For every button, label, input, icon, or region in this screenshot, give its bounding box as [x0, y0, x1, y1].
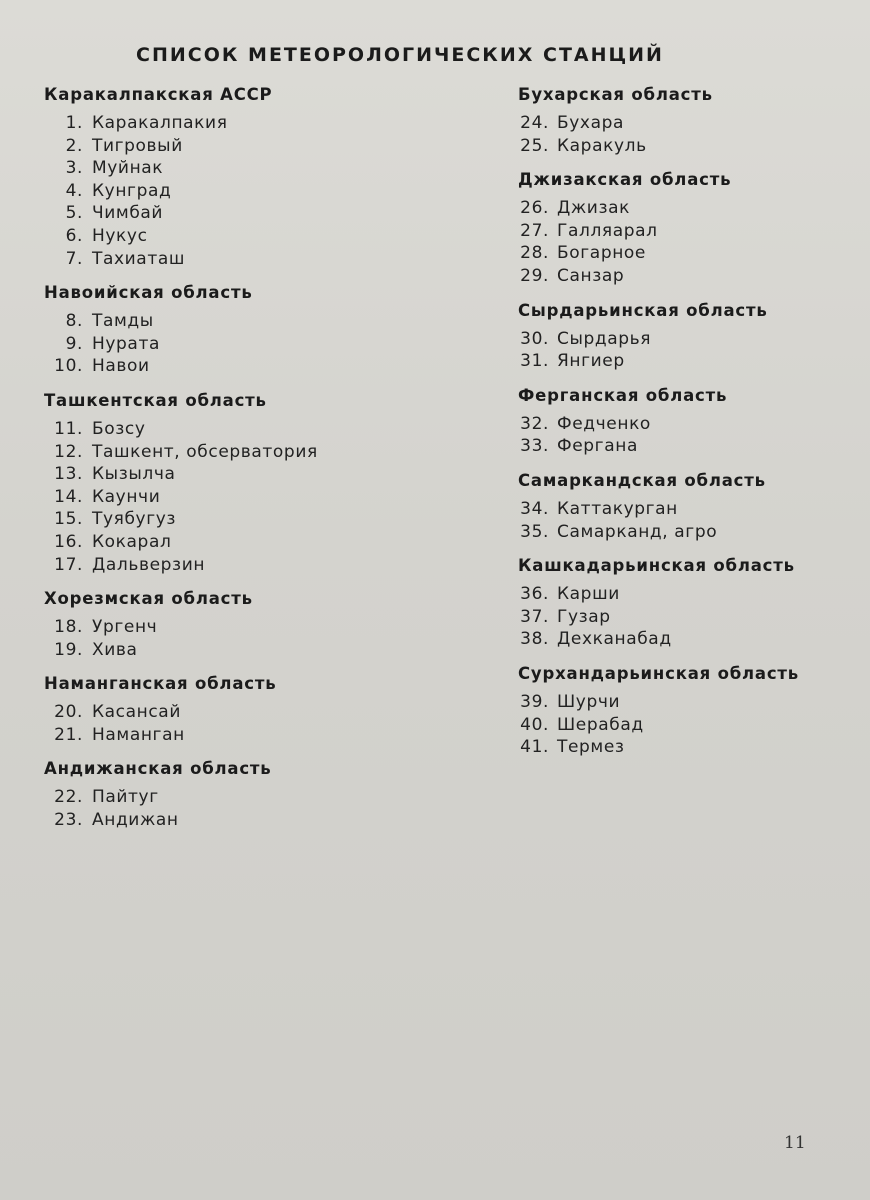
station-number: 1. [65, 113, 83, 133]
station-number: 26. [520, 198, 549, 219]
station-name: Самарканд, агро [557, 521, 718, 542]
station-item [44, 701, 484, 724]
station-name: Касансай [92, 702, 181, 723]
station-number: 15. [54, 509, 83, 530]
region-title: Ташкентская область [44, 390, 267, 410]
station-item [44, 786, 484, 809]
station-number: 12. [54, 441, 83, 462]
station-item [518, 413, 858, 436]
page-number: 11 [784, 1133, 806, 1153]
station-name: Дальверзин [92, 554, 206, 575]
left-column [44, 84, 484, 844]
station-number: 9. [65, 333, 83, 354]
region-block [44, 84, 484, 270]
station-name: Федченко [557, 413, 651, 434]
station-item [518, 220, 858, 243]
station-item [44, 724, 484, 747]
station-name: Дехканабад [557, 629, 672, 650]
station-number: 22. [54, 787, 83, 808]
region-block [44, 588, 484, 661]
station-number: 8. [65, 311, 83, 332]
region-block [518, 84, 858, 157]
station-number: 38. [520, 629, 549, 650]
station-number: 30. [520, 328, 549, 349]
station-number: 4. [65, 180, 83, 201]
station-name: Сырдарья [557, 328, 652, 349]
station-item [44, 418, 484, 441]
station-number: 18. [54, 617, 83, 638]
region-block [44, 673, 484, 746]
page-title: СПИСОК МЕТЕОРОЛОГИЧЕСКИХ СТАНЦИЙ [136, 44, 664, 66]
station-number: 37. [520, 606, 549, 627]
region-block [518, 169, 858, 287]
station-name: Санзар [557, 265, 625, 286]
station-name: Пайтуг [92, 787, 159, 808]
region-block [518, 663, 858, 759]
station-name: Нукус [92, 225, 148, 246]
station-number: 20. [54, 702, 83, 723]
station-name: Кунград [92, 180, 172, 201]
station-item [44, 225, 484, 248]
station-name: Муйнак [92, 158, 164, 179]
station-name: Каунчи [92, 486, 161, 507]
station-number: 35. [520, 521, 549, 542]
station-number: 41. [520, 737, 549, 758]
station-item [518, 112, 858, 135]
station-number: 21. [54, 724, 83, 745]
station-name: Тахиаташ [92, 248, 186, 269]
station-number: 29. [520, 265, 549, 286]
station-item [518, 736, 858, 759]
region-title: Каракалпакская АССР [44, 85, 273, 104]
station-item [44, 441, 484, 464]
station-number: 19. [54, 639, 83, 660]
region-block [518, 300, 858, 373]
station-item [44, 554, 484, 577]
station-item [44, 180, 484, 203]
station-item [44, 616, 484, 639]
station-name: Ташкент, обсерватория [92, 441, 318, 462]
region-title: Наманганская область [44, 674, 277, 694]
station-name: Бозсу [92, 418, 146, 439]
station-number: 34. [520, 498, 549, 519]
region-title: Кашкадарьинская область [518, 556, 795, 576]
station-name: Бухара [557, 113, 625, 133]
station-number: 23. [54, 810, 83, 831]
region-block [518, 470, 858, 543]
station-item [44, 463, 484, 486]
station-number: 25. [520, 135, 549, 156]
station-name: Кызылча [92, 464, 176, 485]
station-name: Туябугуз [92, 509, 177, 530]
station-item [44, 531, 484, 554]
station-number: 32. [520, 413, 549, 434]
station-name: Чимбай [92, 203, 164, 224]
region-title: Сырдарьинская область [518, 300, 768, 320]
station-number: 27. [520, 220, 549, 241]
station-name: Хива [92, 639, 138, 660]
station-item [44, 355, 484, 378]
station-name: Карши [557, 584, 620, 605]
station-number: 5. [65, 203, 83, 224]
station-number: 40. [520, 714, 549, 735]
station-item [44, 310, 484, 333]
station-item [44, 112, 484, 135]
station-item [518, 242, 858, 265]
station-number: 31. [520, 351, 549, 372]
station-item [44, 809, 484, 832]
station-number: 3. [65, 158, 83, 179]
station-item [518, 435, 858, 458]
station-number: 39. [520, 691, 549, 712]
station-item [518, 197, 858, 220]
right-column [518, 84, 858, 771]
station-item [44, 486, 484, 509]
station-name: Гузар [557, 606, 611, 627]
station-item [518, 521, 858, 544]
region-title: Самаркандская область [518, 470, 766, 490]
station-name: Термез [557, 737, 625, 758]
station-item [44, 508, 484, 531]
station-name: Шерабад [557, 714, 644, 735]
station-number: 17. [54, 554, 83, 575]
station-name: Тигровый [92, 135, 183, 156]
station-name: Каттакурган [557, 498, 678, 519]
station-name: Наманган [92, 724, 185, 745]
station-number: 28. [520, 243, 549, 264]
station-name: Галляарал [557, 220, 658, 241]
station-number: 10. [54, 356, 83, 377]
station-number: 7. [65, 248, 83, 269]
station-item [518, 628, 858, 651]
station-number: 16. [54, 531, 83, 552]
station-item [44, 639, 484, 662]
station-name: Андижан [92, 810, 179, 831]
station-number: 33. [520, 436, 549, 457]
station-number: 6. [65, 225, 83, 246]
station-number: 11. [54, 418, 83, 439]
region-title: Ферганская область [518, 385, 728, 405]
station-item [518, 583, 858, 606]
station-item [44, 157, 484, 180]
region-block [44, 758, 484, 831]
region-block [44, 282, 484, 378]
station-item [44, 248, 484, 271]
station-number: 13. [54, 464, 83, 485]
station-item [518, 328, 858, 351]
station-name: Янгиер [557, 351, 625, 372]
station-item [518, 606, 858, 629]
station-name: Ургенч [92, 617, 158, 638]
station-item [518, 265, 858, 288]
region-block [518, 385, 858, 458]
region-title: Навоийская область [44, 283, 253, 303]
region-title: Андижанская область [44, 759, 272, 779]
station-item [518, 135, 858, 158]
region-block [518, 555, 858, 651]
station-name: Каракуль [557, 135, 647, 156]
station-item [44, 333, 484, 356]
station-item [518, 714, 858, 737]
station-item [44, 135, 484, 158]
region-block [44, 390, 484, 576]
station-name: Кокарал [92, 531, 172, 552]
station-name: Каракалпакия [92, 113, 228, 133]
station-name: Нурата [92, 333, 160, 354]
region-title: Джизакская область [518, 170, 732, 190]
station-name: Тамды [92, 311, 154, 332]
station-name: Джизак [557, 198, 630, 219]
region-title: Сурхандарьинская область [518, 663, 800, 683]
station-name: Шурчи [557, 691, 621, 712]
station-number: 24. [520, 113, 549, 133]
station-item [518, 691, 858, 714]
station-number: 36. [520, 584, 549, 605]
region-title: Бухарская область [518, 85, 713, 104]
region-title: Хорезмская область [44, 589, 253, 609]
station-number: 14. [54, 486, 83, 507]
station-number: 2. [65, 135, 83, 156]
station-item [44, 202, 484, 225]
station-item [518, 350, 858, 373]
station-name: Богарное [557, 243, 646, 264]
station-name: Навои [92, 356, 150, 377]
station-name: Фергана [557, 436, 638, 457]
station-item [518, 498, 858, 521]
